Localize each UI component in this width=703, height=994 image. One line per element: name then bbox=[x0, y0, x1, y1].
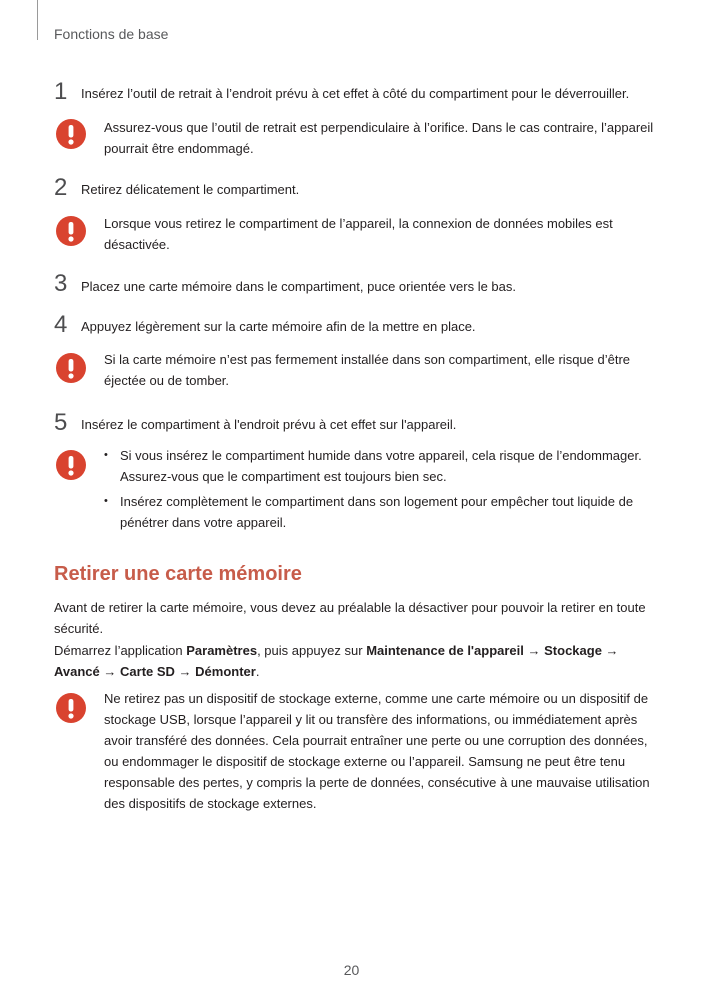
header-rule bbox=[37, 0, 38, 40]
instruction-paragraph bbox=[54, 640, 654, 682]
instr-path-item: Avancé bbox=[54, 664, 100, 679]
step-number-5: 5 bbox=[54, 409, 68, 436]
bullet-icon: • bbox=[104, 449, 108, 461]
step-number-4: 4 bbox=[54, 311, 68, 338]
bullet-icon: • bbox=[104, 495, 108, 507]
bullet-text-2: Insérez complètement le compartiment dans son logement pour empêcher tout liquide de pénétrer dans votre appareil. bbox=[120, 494, 634, 530]
step-number-3: 3 bbox=[54, 270, 68, 297]
step-text-5: Insérez le compartiment à l'endroit prévu à cet effet sur l'appareil. bbox=[81, 417, 457, 432]
section-header: Fonctions de base bbox=[54, 26, 169, 42]
warning-icon bbox=[55, 352, 87, 384]
arrow-icon: → bbox=[99, 664, 121, 679]
page-number: 20 bbox=[343, 962, 360, 978]
warning-icon bbox=[55, 118, 87, 150]
list-item bbox=[104, 445, 664, 487]
instr-path-item: Carte SD bbox=[120, 664, 175, 679]
instr-text: , puis appuyez sur bbox=[257, 643, 367, 658]
warning-bullet-list bbox=[104, 445, 664, 537]
instr-path-item: Maintenance de l'appareil bbox=[366, 643, 524, 658]
warning-icon bbox=[55, 215, 87, 247]
list-item bbox=[104, 491, 664, 533]
intro-paragraph: Avant de retirer la carte mémoire, vous devez au préalable la désactiver pour pouvoir la retirer en toute sécurité. bbox=[54, 600, 646, 636]
step-text-1: Insérez l’outil de retrait à l’endroit prévu à cet effet à côté du compartiment pour le déverrouiller. bbox=[81, 86, 630, 101]
warning-icon bbox=[55, 449, 87, 481]
instr-path-item: Stockage bbox=[544, 643, 602, 658]
step-text-4: Appuyez légèrement sur la carte mémoire afin de la mettre en place. bbox=[81, 319, 476, 334]
warning-note-1: Assurez-vous que l’outil de retrait est perpendiculaire à l’orifice. Dans le cas contraire, l’appareil pourrait être endommagé. bbox=[104, 120, 654, 156]
instr-path-item: Démonter bbox=[195, 664, 256, 679]
instr-text: Démarrez l’application bbox=[54, 643, 187, 658]
arrow-icon: → bbox=[523, 643, 545, 658]
step-number-1: 1 bbox=[54, 78, 68, 105]
step-text-3: Placez une carte mémoire dans le compartiment, puce orientée vers le bas. bbox=[81, 279, 516, 294]
instr-app-name: Paramètres bbox=[186, 643, 258, 658]
instr-text: . bbox=[255, 664, 260, 679]
section-title: Retirer une carte mémoire bbox=[54, 563, 302, 585]
bullet-text-1: Si vous insérez le compartiment humide dans votre appareil, cela risque de l’endommager. Assurez-vous que le compartiment est toujours bien sec. bbox=[120, 448, 642, 484]
warning-note-3: Si la carte mémoire n’est pas fermement installée dans son compartiment, elle risque d’être éjectée ou de tomber. bbox=[104, 352, 631, 388]
step-number-2: 2 bbox=[54, 174, 68, 201]
warning-icon bbox=[55, 692, 87, 724]
warning-note-2: Lorsque vous retirez le compartiment de l’appareil, la connexion de données mobiles est désactivée. bbox=[104, 216, 613, 252]
step-text-2: Retirez délicatement le compartiment. bbox=[81, 182, 300, 197]
warning-note-4: Ne retirez pas un dispositif de stockage externe, comme une carte mémoire ou un dispositif de stockage USB, lorsque l’appareil y lit ou transfère des informations, ou immédiatement après avoir transféré des données. Cela pourrait entraîner une perte ou une corruption des données, ou endommager le dispositif de stockage externe ou l’appareil. Samsung ne peut être tenu responsable des pertes, y compris la perte de données, consécutive à une mauvaise utilisation des dispositifs de stockage externes. bbox=[104, 691, 650, 811]
arrow-icon: → bbox=[174, 664, 196, 679]
arrow-icon: → bbox=[601, 643, 619, 658]
